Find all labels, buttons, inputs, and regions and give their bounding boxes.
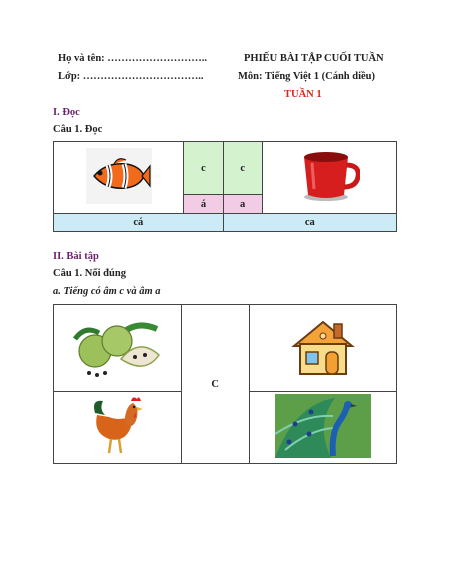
matching-instruction: a. Tiếng có âm c và âm a <box>53 286 161 297</box>
week-label: TUẦN 1 <box>284 89 322 100</box>
letter-cell-a-acute: á <box>184 195 223 214</box>
cup-image <box>298 149 360 203</box>
reading-question: Câu 1. Đọc <box>53 124 103 135</box>
worksheet-title: PHIẾU BÀI TẬP CUỐI TUẦN <box>244 53 384 64</box>
letter-cell-a: a <box>223 195 262 214</box>
subject-label: Môn: Tiếng Việt 1 (Cánh diều) <box>238 71 376 82</box>
peacock-image <box>275 394 371 458</box>
custard-apple-image <box>65 315 169 379</box>
rooster-cell <box>54 392 182 464</box>
class-field-label: Lớp: …………………………….. <box>58 71 204 82</box>
fish-image <box>86 148 152 204</box>
house-image <box>288 316 358 378</box>
word-cell-ca: ca <box>223 214 396 232</box>
name-field-label: Họ và tên: ……………………….. <box>58 53 208 64</box>
peacock-cell <box>249 392 396 464</box>
fish-image-cell <box>54 142 184 214</box>
matching-table <box>53 304 397 464</box>
cup-image-cell <box>262 142 396 214</box>
house-cell <box>249 305 396 392</box>
reading-table <box>53 141 397 232</box>
custard-apple-cell <box>54 305 182 392</box>
center-letter: C <box>181 305 249 464</box>
section-reading-title: I. Đọc <box>53 107 80 118</box>
word-cell-ca-acute: cá <box>54 214 224 232</box>
rooster-image <box>89 395 145 457</box>
section-exercise-title: II. Bài tập <box>53 251 99 262</box>
letter-cell-c-2: c <box>223 142 262 195</box>
matching-question: Câu 1. Nối đúng <box>53 268 126 279</box>
letter-cell-c-1: c <box>184 142 223 195</box>
